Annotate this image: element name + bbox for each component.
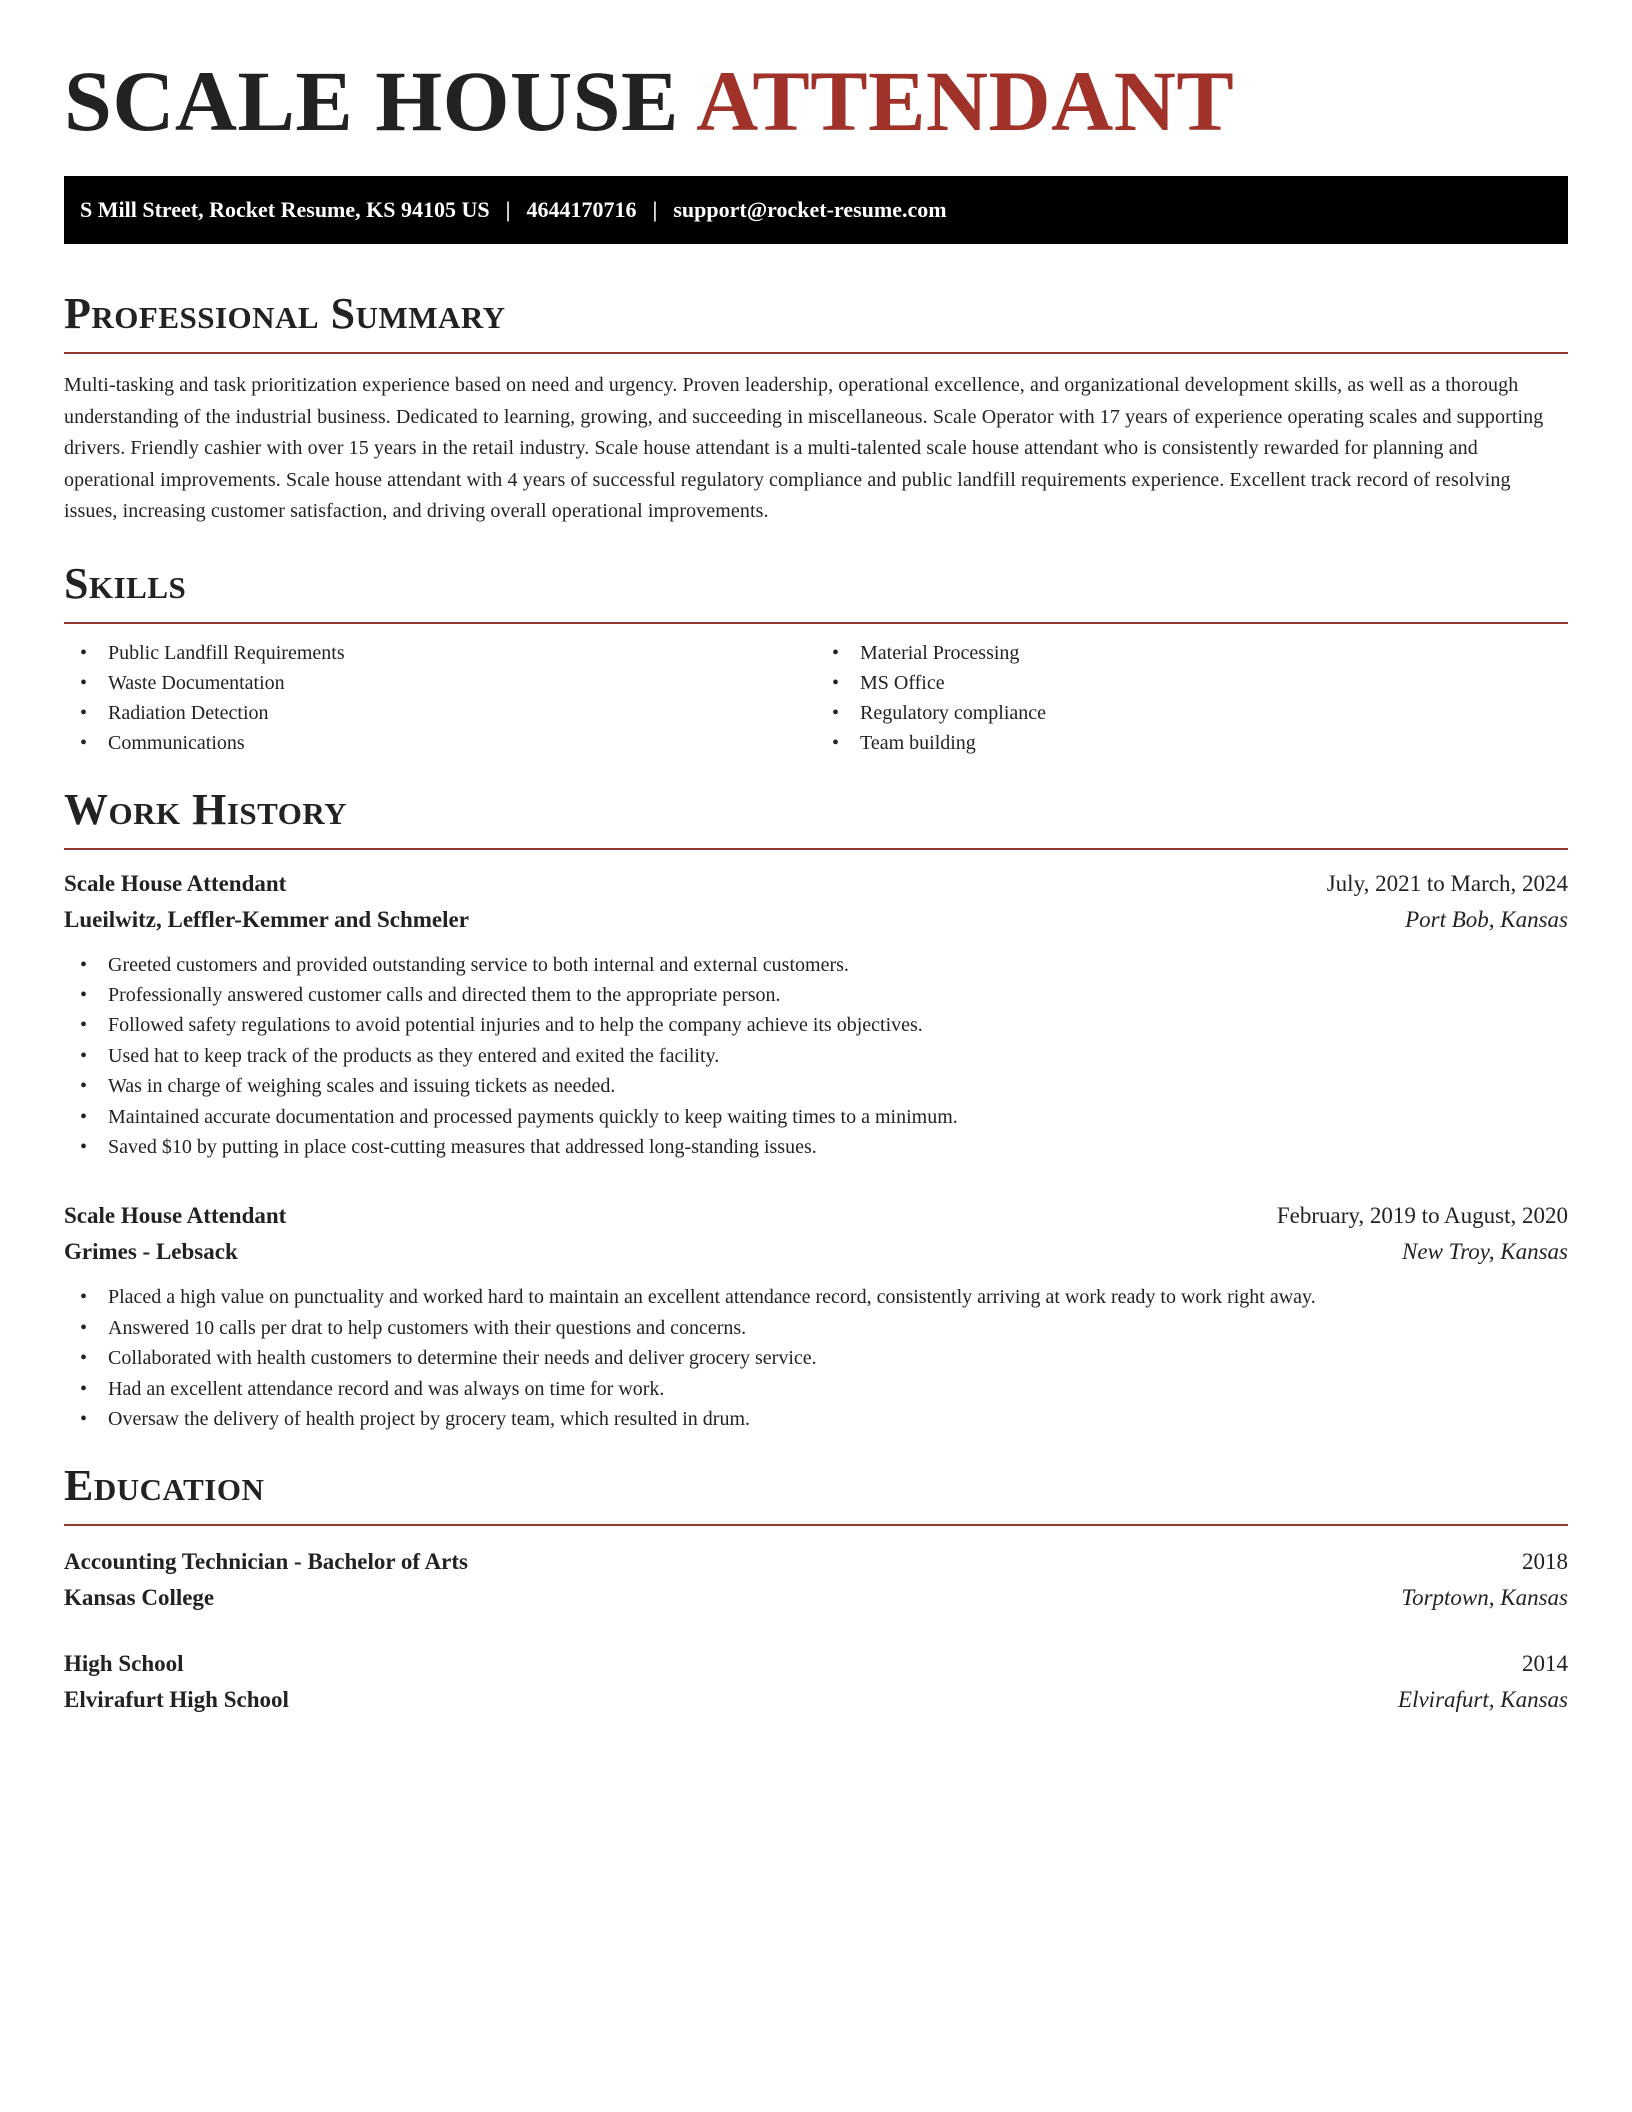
education-school: Elvirafurt High School [64, 1687, 289, 1713]
education-entry [64, 1544, 1568, 1616]
job-bullet: • Saved $10 by putting in place cost-cutting measures that addressed long-standing issues. [64, 1132, 1568, 1162]
job-company-row [64, 902, 1568, 938]
job-bullet: • Professionally answered customer calls and directed them to the appropriate person. [64, 980, 1568, 1010]
section-title-skills: Skills [64, 562, 1568, 624]
skill-item: • Radiation Detection [64, 698, 816, 728]
contact-email: support@rocket-resume.com [673, 197, 947, 222]
education-degree: Accounting Technician - Bachelor of Arts [64, 1549, 469, 1575]
contact-bar [64, 176, 1568, 244]
job-bullet: • Placed a high value on punctuality and worked hard to maintain an excellent attendance record, consistently arriving at work ready to work right away. [64, 1282, 1568, 1312]
job-company: Lueilwitz, Leffler-Kemmer and Schmeler [64, 906, 469, 932]
job-location: New Troy, Kansas [1402, 1239, 1568, 1265]
resume-name [64, 53, 1568, 149]
education-degree-row [64, 1646, 1568, 1682]
job-bullet-list [64, 1282, 1568, 1434]
skills-section [64, 558, 1568, 758]
job-bullet: • Followed safety regulations to avoid potential injuries and to help the company achieve its objectives. [64, 1010, 1568, 1040]
contact-separator: | [652, 197, 658, 222]
job-dates: February, 2019 to August, 2020 [1276, 1203, 1568, 1229]
skill-item: • Regulatory compliance [816, 698, 1568, 728]
contact-address: S Mill Street, Rocket Resume, KS 94105 US [80, 197, 490, 222]
education-school: Kansas College [64, 1585, 215, 1611]
work-history-section [64, 784, 1568, 1435]
job-location: Port Bob, Kansas [1405, 906, 1568, 932]
job-title-row [64, 866, 1568, 902]
job-bullet: • Oversaw the delivery of health project by grocery team, which resulted in drum. [64, 1404, 1568, 1434]
contact-separator: | [505, 197, 511, 222]
section-title-education: Education [64, 1464, 1568, 1526]
job-company: Grimes - Lebsack [64, 1239, 238, 1265]
education-degree: High School [64, 1651, 184, 1677]
job-entry [64, 1198, 1568, 1434]
job-bullet: • Collaborated with health customers to determine their needs and deliver grocery service. [64, 1343, 1568, 1373]
job-entry [64, 866, 1568, 1163]
education-location: Elvirafurt, Kansas [1398, 1687, 1568, 1713]
job-company-row [64, 1234, 1568, 1270]
skills-grid [64, 638, 1568, 758]
education-section [64, 1461, 1568, 1718]
education-year: 2014 [1522, 1651, 1568, 1677]
skill-item: • Public Landfill Requirements [64, 638, 816, 668]
job-title: Scale House Attendant [64, 1203, 287, 1229]
job-bullet: • Greeted customers and provided outstanding service to both internal and external customers. [64, 950, 1568, 980]
skill-item: • Team building [816, 728, 1568, 758]
education-year: 2018 [1522, 1549, 1568, 1575]
job-bullet: • Was in charge of weighing scales and issuing tickets as needed. [64, 1071, 1568, 1101]
name-last: ATTENDANT [696, 53, 1235, 149]
job-bullet: • Had an excellent attendance record and was always on time for work. [64, 1374, 1568, 1404]
contact-phone: 4644170716 [526, 197, 637, 222]
name-first: SCALE HOUSE [64, 53, 679, 149]
skill-item: • Waste Documentation [64, 668, 816, 698]
education-degree-row [64, 1544, 1568, 1580]
job-title: Scale House Attendant [64, 870, 287, 896]
education-location: Torptown, Kansas [1401, 1585, 1568, 1611]
skills-column-left [64, 638, 816, 758]
section-title-work-history: Work History [64, 788, 1568, 850]
job-bullet: • Used hat to keep track of the products as they entered and exited the facility. [64, 1041, 1568, 1071]
education-school-row [64, 1682, 1568, 1718]
section-title-summary: Professional Summary [64, 292, 1568, 354]
education-entry [64, 1646, 1568, 1718]
job-bullet: • Maintained accurate documentation and processed payments quickly to keep waiting times to a minimum. [64, 1102, 1568, 1132]
skill-item: • Communications [64, 728, 816, 758]
job-title-row [64, 1198, 1568, 1234]
skills-column-right [816, 638, 1568, 758]
job-bullet-list [64, 950, 1568, 1163]
job-dates: July, 2021 to March, 2024 [1326, 870, 1568, 896]
job-bullet: • Answered 10 calls per drat to help customers with their questions and concerns. [64, 1313, 1568, 1343]
skill-item: • MS Office [816, 668, 1568, 698]
summary-section [64, 289, 1568, 528]
skill-item: • Material Processing [816, 638, 1568, 668]
education-school-row [64, 1580, 1568, 1616]
summary-text: Multi-tasking and task prioritization experience based on need and urgency. Proven leadership, operational excellence, and organizational development skills, as well as a thorough understanding of the industrial business. Dedicated to learning, growing, and succeeding in miscellaneous. Scale Operator with 17 years of experience operating scales and supporting drivers. Friendly cashier with over 15 years in the retail industry. Scale house attendant is a multi-talented scale house attendant who is consistently rewarded for planning and operational improvements. Scale house attendant with 4 years of successful regulatory compliance and public landfill requirements experience. Excellent track record of resolving issues, increasing customer satisfaction, and driving overall operational improvements. [64, 374, 1544, 522]
